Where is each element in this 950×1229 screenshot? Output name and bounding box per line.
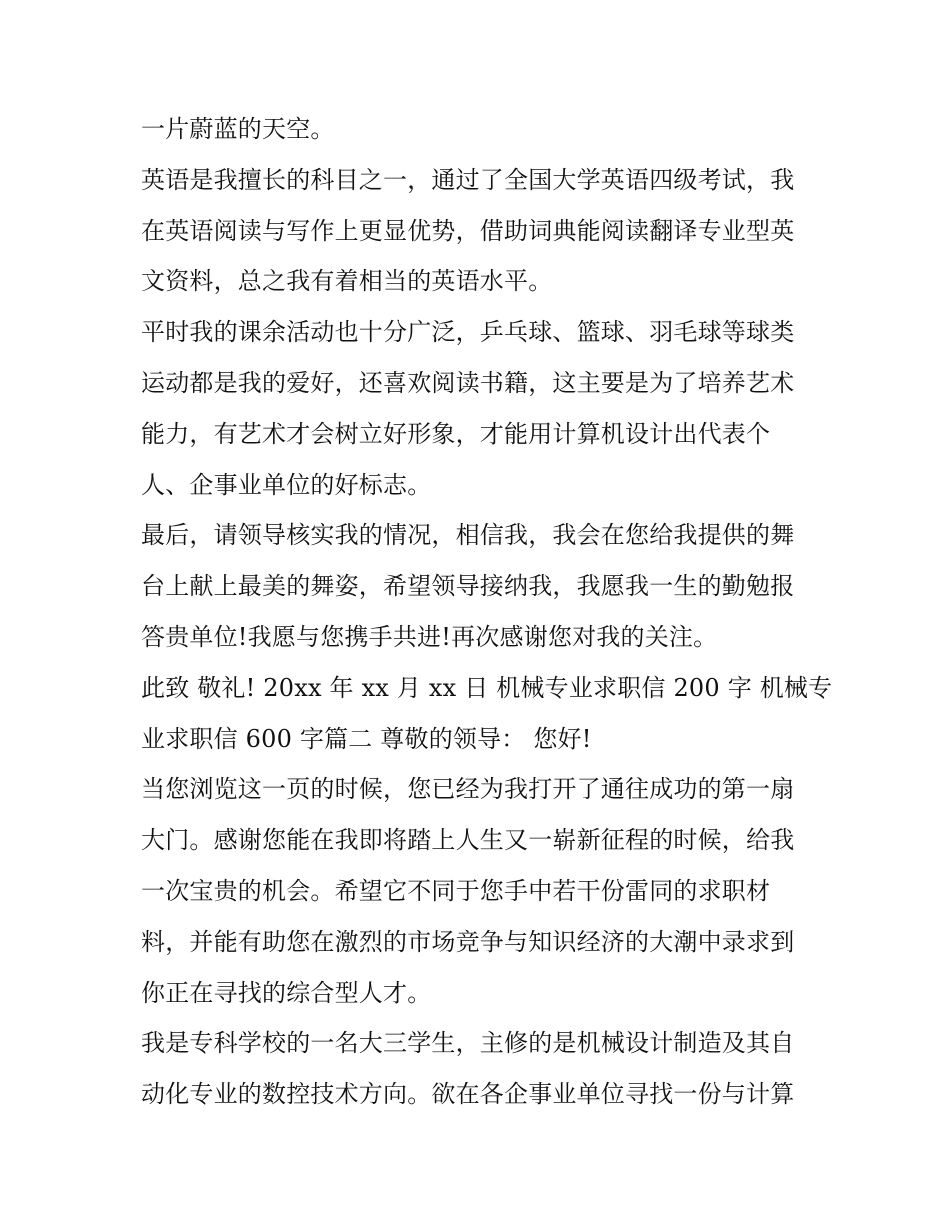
text-line: 此致 敬礼! 20xx 年 xx 月 xx 日 机械专业求职信 200 字 机械专 xyxy=(141,673,833,702)
text-line: 台上献上最美的舞姿，希望领导接纳我，我愿我一生的勤勉报 xyxy=(141,572,795,601)
text-line: 当您浏览这一页的时候，您已经为我打开了通往成功的第一扇 xyxy=(141,775,795,804)
text-line: 我是专科学校的一名大三学生，主修的是机械设计制造及其自 xyxy=(141,1029,795,1058)
text-line: 业求职信 600 字篇二 尊敬的领导： 您好! xyxy=(141,724,592,753)
text-line: 在英语阅读与写作上更显优势，借助词典能阅读翻译专业型英 xyxy=(141,216,795,245)
text-line: 答贵单位!我愿与您携手共进!再次感谢您对我的关注。 xyxy=(141,622,718,651)
text-line: 料，并能有助您在激烈的市场竞争与知识经济的大潮中录求到 xyxy=(141,927,795,956)
text-line: 一次宝贵的机会。希望它不同于您手中若干份雷同的求职材 xyxy=(141,876,771,905)
text-line: 你正在寻找的综合型人才。 xyxy=(141,978,432,1007)
text-line: 大门。感谢您能在我即将踏上人生又一崭新征程的时候，给我 xyxy=(141,826,795,855)
text-line: 运动都是我的爱好，还喜欢阅读书籍，这主要是为了培养艺术 xyxy=(141,368,795,397)
document-body xyxy=(141,104,833,1120)
text-line: 能力，有艺术才会树立好形象，才能用计算机设计出代表个 xyxy=(141,419,771,448)
text-line: 人、企事业单位的好标志。 xyxy=(141,470,432,499)
text-line: 最后，请领导核实我的情况，相信我，我会在您给我提供的舞 xyxy=(141,521,795,550)
text-line: 动化专业的数控技术方向。欲在各企事业单位寻找一份与计算 xyxy=(141,1080,795,1109)
text-line: 文资料，总之我有着相当的英语水平。 xyxy=(141,267,553,296)
text-line: 平时我的课余活动也十分广泛，乒乓球、篮球、羽毛球等球类 xyxy=(141,318,795,347)
text-line: 一片蔚蓝的天空。 xyxy=(141,115,335,143)
text-line: 英语是我擅长的科目之一，通过了全国大学英语四级考试，我 xyxy=(141,165,795,194)
